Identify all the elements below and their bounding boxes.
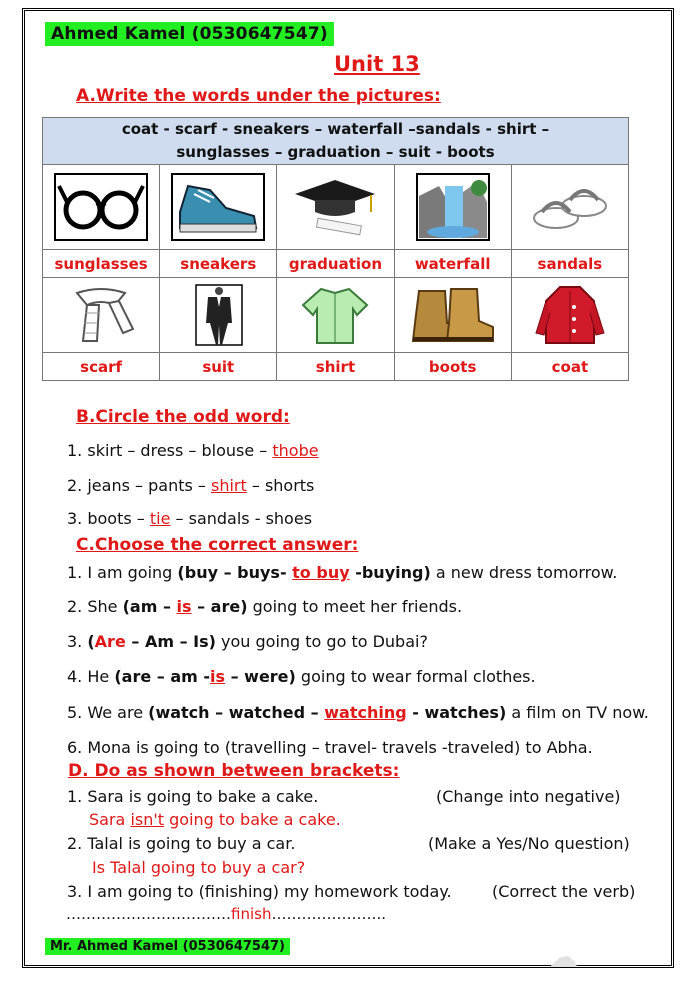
item-number: 1.	[67, 563, 83, 582]
instruction-text: (Change into negative)	[436, 787, 621, 806]
item-text: going to wear formal clothes.	[295, 667, 536, 686]
answer-text: going to bake a cake.	[164, 810, 341, 829]
item-text: He	[87, 667, 115, 686]
odd-word-item	[67, 476, 314, 495]
item-text: a film on TV now.	[506, 703, 649, 722]
dotted-line: ……………………………	[66, 905, 231, 923]
graduation-cap-icon	[287, 172, 383, 242]
answer-label: coat	[511, 353, 628, 381]
choices-text: (	[87, 632, 95, 651]
answer-label: shirt	[277, 353, 394, 381]
answer-label: suit	[160, 353, 277, 381]
answer-label: waterfall	[394, 250, 511, 278]
choice-item	[67, 667, 536, 686]
item-number: 4.	[67, 667, 83, 686]
choice-item	[67, 632, 428, 651]
section-b-heading: B.Circle the odd word:	[76, 407, 290, 427]
item-number: 3.	[67, 509, 83, 528]
teacher-header: Ahmed Kamel (0530647547)	[45, 22, 334, 46]
item-text: you going to go to Dubai?	[215, 632, 428, 651]
picture-cell	[43, 278, 160, 353]
unit-title: Unit 13	[334, 52, 420, 76]
item-number: 2.	[67, 476, 83, 495]
choices-text: – Am – Is)	[125, 632, 216, 651]
answer-word: Are	[94, 632, 126, 651]
item-text: boots –	[87, 509, 150, 528]
item-text: Sara is going to bake a cake.	[87, 787, 319, 806]
section-a-heading: A.Write the words under the pictures:	[76, 86, 441, 106]
item-text: skirt – dress – blouse –	[87, 441, 273, 460]
answer-text: Sara	[89, 810, 131, 829]
transform-item	[67, 787, 318, 806]
picture-cell	[277, 278, 394, 353]
answer-sentence	[89, 810, 341, 829]
picture-cell	[160, 165, 277, 250]
answer-word: is	[176, 597, 192, 616]
choices-text: (are – am -	[114, 667, 210, 686]
item-number: 1.	[67, 441, 83, 460]
choice-item	[67, 703, 649, 722]
sandals-icon	[522, 172, 618, 242]
instruction-text: (Make a Yes/No question)	[428, 834, 630, 853]
answer-label: sandals	[511, 250, 628, 278]
item-number: 6.	[67, 738, 83, 757]
teacher-footer: Mr. Ahmed Kamel (0530647547)	[45, 938, 290, 955]
choices-text: (watch – watched –	[148, 703, 325, 722]
word-bank	[43, 118, 629, 165]
word-bank-line: coat - scarf - sneakers – waterfall –sandals - shirt –	[121, 120, 550, 138]
picture-cell	[394, 278, 511, 353]
answer-word: shirt	[210, 476, 247, 495]
choice-item	[67, 738, 593, 757]
scarf-icon	[53, 283, 149, 347]
answer-word: to buy	[292, 563, 350, 582]
choices-text: -buying)	[349, 563, 431, 582]
item-number: 2.	[67, 834, 83, 853]
item-text: I am going	[87, 563, 178, 582]
answer-label: boots	[394, 353, 511, 381]
item-number: 2.	[67, 597, 83, 616]
item-number: 1.	[67, 787, 83, 806]
picture-cell	[394, 165, 511, 250]
sunglasses-icon	[53, 172, 149, 242]
watermark-logo: ☁	[548, 940, 578, 975]
item-text: She	[87, 597, 123, 616]
coat-icon	[522, 283, 618, 347]
answer-word: watching	[324, 703, 407, 722]
odd-word-item	[67, 441, 319, 460]
item-text: jeans – pants –	[87, 476, 211, 495]
shirt-icon	[287, 283, 383, 347]
item-number: 5.	[67, 703, 83, 722]
picture-cell	[160, 278, 277, 353]
item-text: – sandals - shoes	[170, 509, 313, 528]
dotted-line: …………………..	[271, 905, 386, 923]
boots-icon	[405, 283, 501, 347]
item-number: 3.	[67, 882, 83, 901]
choices-text: (buy – buys-	[177, 563, 293, 582]
picture-cell	[511, 278, 628, 353]
answer-label: sunglasses	[43, 250, 160, 278]
choices-text: – were)	[225, 667, 296, 686]
answer-word: isn't	[130, 810, 165, 829]
item-text: Mona is going to (travelling – travel- travels -traveled) to Abha.	[87, 738, 593, 757]
vocabulary-table	[42, 117, 629, 381]
transform-item	[67, 834, 295, 853]
picture-cell	[43, 165, 160, 250]
word-bank-line: sunglasses – graduation – suit - boots	[176, 143, 495, 161]
transform-item	[67, 882, 452, 901]
answer-word: finish	[231, 905, 272, 923]
item-text: We are	[87, 703, 149, 722]
choices-text: (am –	[122, 597, 177, 616]
picture-cell	[511, 165, 628, 250]
answer-word: is	[210, 667, 226, 686]
item-text: Talal is going to buy a car.	[87, 834, 296, 853]
item-text: going to meet her friends.	[247, 597, 463, 616]
answer-label: sneakers	[160, 250, 277, 278]
section-d-heading: D. Do as shown between brackets:	[68, 761, 400, 781]
choice-item	[67, 597, 462, 616]
sneakers-icon	[170, 172, 266, 242]
item-text: I am going to (finishing) my homework today.	[87, 882, 452, 901]
suit-icon	[170, 283, 266, 347]
answer-word: thobe	[272, 441, 319, 460]
item-number: 3.	[67, 632, 83, 651]
picture-cell	[277, 165, 394, 250]
answer-word: tie	[149, 509, 171, 528]
answer-sentence: Is Talal going to buy a car?	[92, 858, 306, 877]
answer-label: scarf	[43, 353, 160, 381]
odd-word-item	[67, 509, 312, 528]
answer-line	[66, 905, 386, 923]
instruction-text: (Correct the verb)	[492, 882, 636, 901]
choices-text: - watches)	[406, 703, 507, 722]
item-text: a new dress tomorrow.	[430, 563, 618, 582]
answer-label: graduation	[277, 250, 394, 278]
item-text: – shorts	[246, 476, 315, 495]
waterfall-icon	[405, 172, 501, 242]
choice-item	[67, 563, 617, 582]
section-c-heading: C.Choose the correct answer:	[76, 535, 359, 555]
choices-text: – are)	[191, 597, 248, 616]
